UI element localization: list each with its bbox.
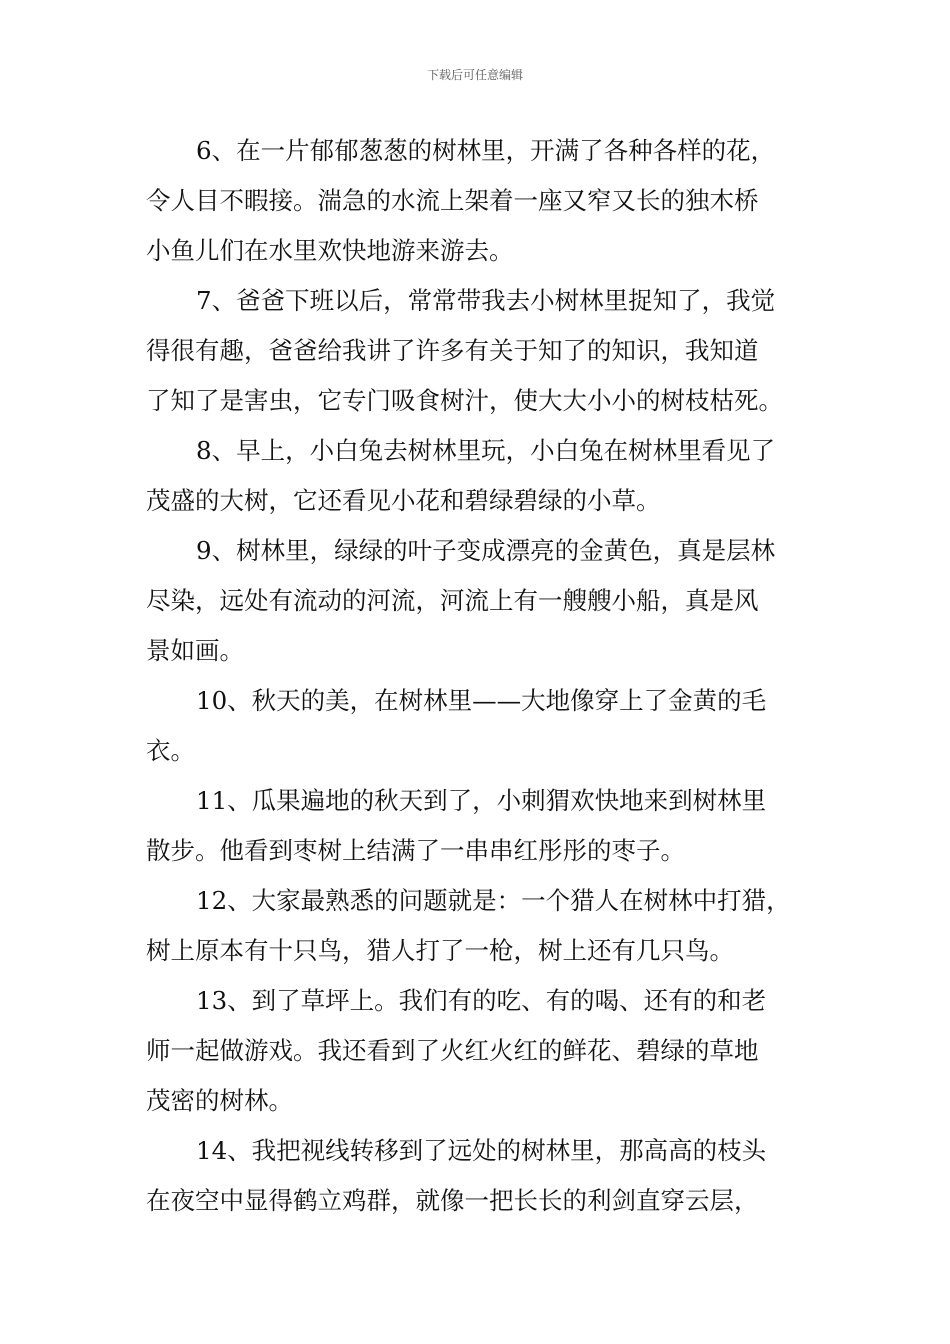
paragraph-9: 9、树林里，绿绿的叶子变成漂亮的金黄色，真是层林 尽染，远处有流动的河流，河流上有一艘艘小船，真是风 景如画。 [146, 536, 776, 665]
document-body [146, 126, 816, 1226]
paragraph-14: 14、我把视线转移到了远处的树林里，那高高的枝头 在夜空中显得鹤立鸡群，就像一把长长的利剑直穿云层， [146, 1136, 767, 1215]
paragraph-11: 11、瓜果遍地的秋天到了，小刺猬欢快地来到树林里 散步。他看到枣树上结满了一串串红彤彤的枣子。 [146, 786, 767, 865]
paragraph-13: 13、到了草坪上。我们有的吃、有的喝、还有的和老 师一起做游戏。我还看到了火红火红的鲜花、碧绿的草地 茂密的树林。 [146, 986, 767, 1115]
paragraph-10: 10、秋天的美，在树林里——大地像穿上了金黄的毛 衣。 [146, 686, 767, 765]
paragraph-12: 12、大家最熟悉的问题就是：一个猎人在树林中打猎， 树上原本有十只鸟，猎人打了一枪，树上还有几只鸟。 [146, 886, 791, 965]
paragraph-6: 6、在一片郁郁葱葱的树林里，开满了各种各样的花， 令人目不暇接。湍急的水流上架着一座又窄又长的独木桥 小鱼儿们在水里欢快地游来游去。 [146, 136, 776, 265]
paragraph-7: 7、爸爸下班以后，常常带我去小树林里捉知了，我觉 得很有趣，爸爸给我讲了许多有关于知了的知识，我知道 了知了是害虫，它专门吸食树汁，使大大小小的树枝枯死。 [146, 286, 783, 415]
header-note: 下载后可任意编辑 [426, 68, 523, 82]
paragraph-8: 8、早上，小白兔去树林里玩，小白兔在树林里看见了 茂盛的大树，它还看见小花和碧绿碧绿的小草。 [146, 436, 776, 515]
